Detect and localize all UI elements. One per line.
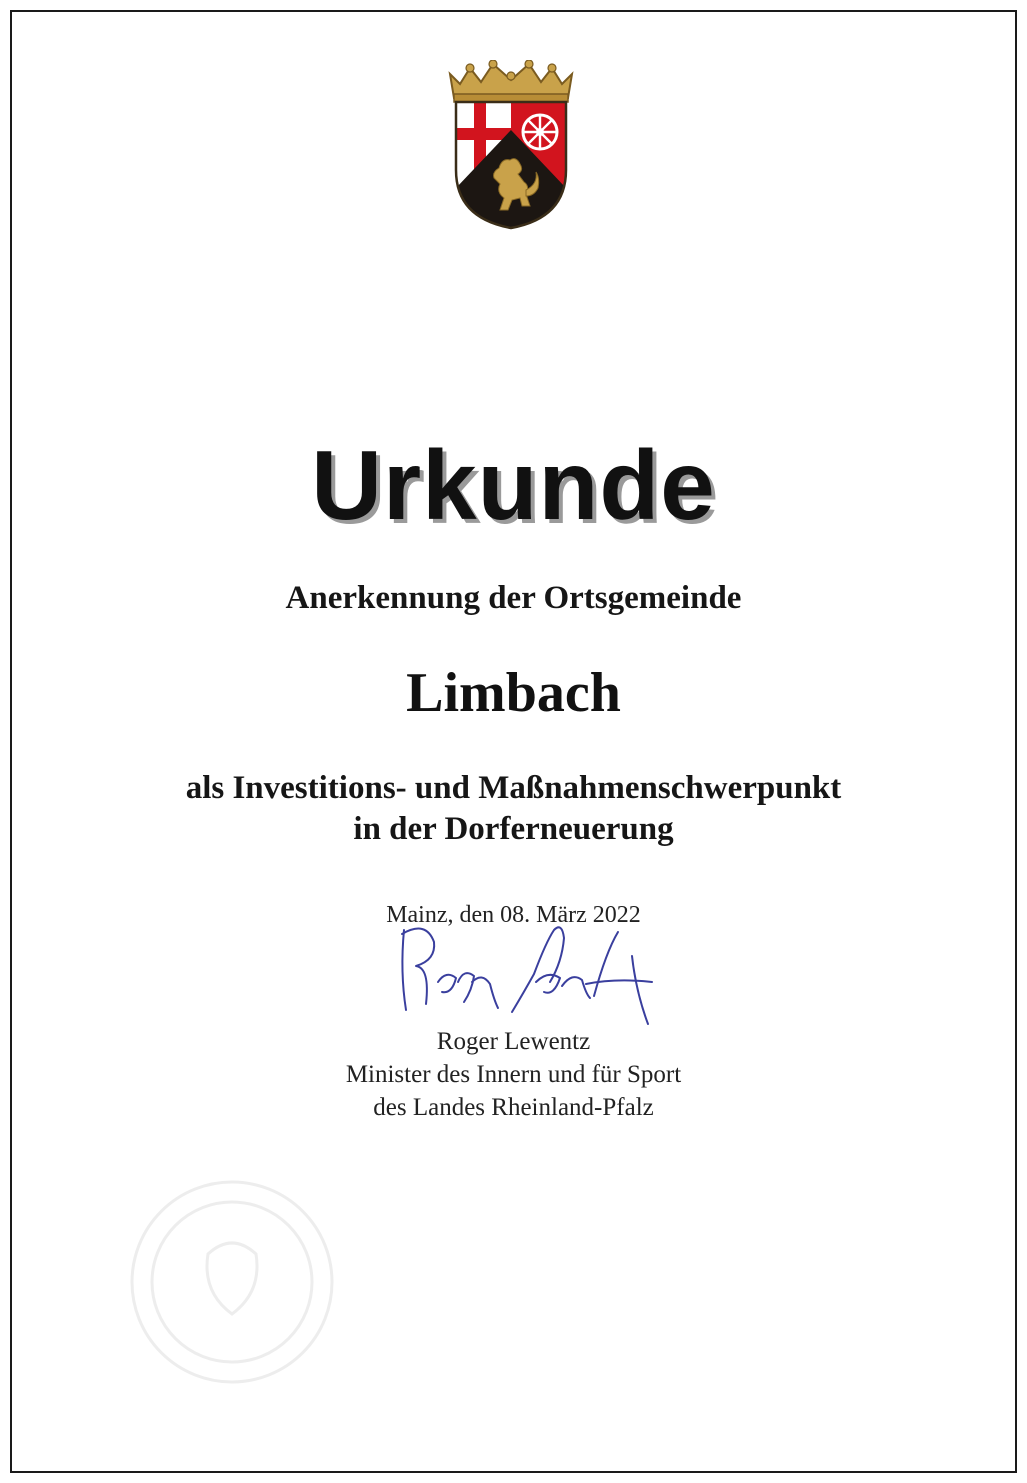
municipality-name: Limbach [406, 662, 621, 724]
crown-icon [450, 60, 572, 102]
place-and-date: Mainz, den 08. März 2022 [386, 902, 641, 928]
faded-seal-stamp-icon [112, 1162, 352, 1402]
signer-name: Roger Lewentz [436, 1028, 591, 1055]
certificate-purpose [12, 768, 1015, 850]
coat-of-arms-icon [444, 60, 578, 230]
signer-role-line-2: des Landes Rheinland-Pfalz [373, 1094, 654, 1121]
certificate-subtitle: Anerkennung der Ortsgemeinde [285, 580, 742, 616]
certificate-title: Urkunde [311, 430, 716, 540]
handwritten-signature-icon [386, 912, 676, 1042]
wheel-icon [523, 115, 557, 149]
certificate-document [10, 10, 1017, 1473]
signer-role-line-1: Minister des Innern und für Sport [345, 1061, 682, 1088]
purpose-line-1: als Investitions- und Maßnahmenschwerpunkt [185, 770, 842, 806]
signer-block [12, 1025, 1015, 1124]
purpose-line-2: in der Dorferneuerung [353, 811, 674, 847]
